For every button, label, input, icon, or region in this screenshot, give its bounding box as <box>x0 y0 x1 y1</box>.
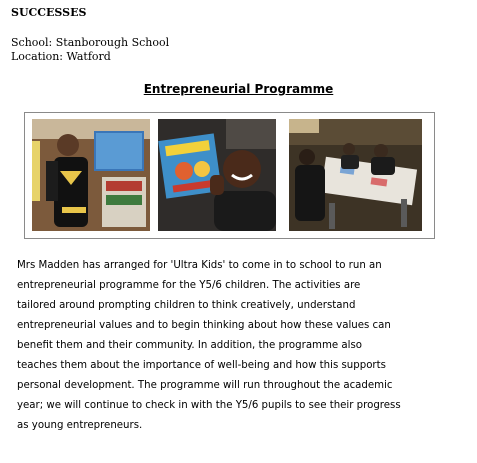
paragraph-line: personal development. The programme will run throughout the academic <box>17 380 393 391</box>
classroom-activity-photo <box>289 119 422 231</box>
child-with-book-photo <box>158 119 276 231</box>
paragraph-line: entrepreneurial programme for the Y5/6 children. The activities are <box>17 280 361 291</box>
paragraph-line: as young entrepreneurs. <box>17 420 143 431</box>
superhero-teacher-photo <box>32 119 150 231</box>
paragraph-line: benefit them and their community. In addition, the programme also <box>17 340 363 351</box>
paragraph-line: entrepreneurial values and to begin thinking about how these values can <box>17 320 391 331</box>
programme-title: Entrepreneurial Programme <box>143 82 334 96</box>
programme-description <box>17 256 465 436</box>
page-heading: SUCCESSES <box>11 6 87 19</box>
location-line: Location: Watford <box>11 50 111 63</box>
paragraph-line: teaches them about the importance of well-being and how this supports <box>17 360 386 371</box>
photo-strip <box>24 112 435 239</box>
paragraph-line: year; we will continue to check in with the Y5/6 pupils to see their progress <box>17 400 401 411</box>
school-line: School: Stanborough School <box>11 36 170 49</box>
paragraph-line: tailored around prompting children to think creatively, understand <box>17 300 356 311</box>
paragraph-line: Mrs Madden has arranged for 'Ultra Kids' to come in to school to run an <box>17 260 382 271</box>
